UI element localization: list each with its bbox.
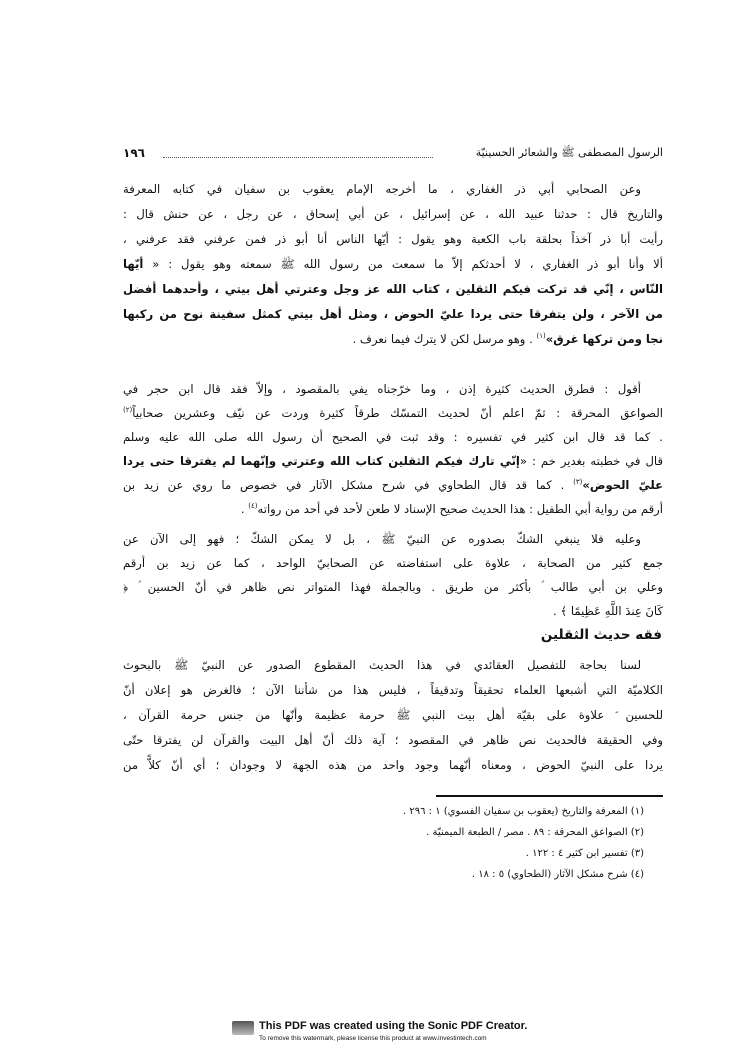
running-header — [123, 146, 663, 164]
text-line — [123, 602, 663, 620]
page-number: ١٩٦ — [123, 146, 145, 160]
text-line — [123, 404, 663, 422]
body-text-segment: وعليه فلا ينبغي الشكّ بصدوره عن النبيّ ﷺ ، بل لا يمكن الشكّ ؛ فهو إلى الآن عن — [123, 532, 641, 546]
header-dot-leader — [163, 157, 433, 158]
text-line — [123, 578, 663, 596]
body-text-segment: . — [240, 502, 249, 516]
body-text-segment: والتاريخ قال : حدثنا عبيد الله ، عن إسرائيل ، عن أبي إسحاق ، عن رجل ، عن حنش قال : — [123, 207, 663, 221]
body-text-segment: . كما قد قال ابن كثير في تفسيره : وقد ثبت في الصحيح أن رسول الله صلى الله عليه وسلم — [123, 430, 663, 444]
body-text-segment: قال في خطبته بغدير خم : « — [519, 454, 663, 468]
body-text-segment: الصواعق المحرقة : ثمّ اعلم أنّ لحديث التمسّك طرقاً كثيرة وردت عن نيّف وعشرين صحابياً — [132, 406, 663, 420]
text-line — [123, 380, 663, 398]
text-line — [123, 731, 663, 749]
text-line — [123, 428, 663, 446]
footnote-4: (٤) شرح مشكل الآثار (الطحاوي) ٥ : ١٨ . — [471, 869, 644, 880]
text-line — [123, 706, 663, 724]
hadith-quote-text: النّاس ، إنّي قد تركت فيكم الثقلين ، كتاب الله عز وجل وعترتي أهل بيتي ، وأحدهما أفضل — [123, 282, 663, 296]
section-heading: فقه حديث الثقلين — [540, 627, 662, 643]
body-text-segment: ألا وأنا أبو ذر الغفاري ، لا أحدثكم إلاّ ما سمعت من رسول الله ﷺ سمعته وهو يقول : « — [143, 257, 663, 271]
body-text-segment: وعلي بن أبي طالب ؑ بأكثر من طريق . وبالجملة فهذا المتواتر نص ظاهر في أنّ الحسين ؑ ﴿ — [123, 580, 663, 594]
body-text-segment: يردا على النبيّ الحوض ، ومعناه أنّهما وجود واحد من هذه الجهة لا وجودان ؛ أي أنّ كلاًّ من — [123, 758, 663, 772]
hadith-quote-text: أيّها — [123, 257, 144, 271]
watermark-line-1: This PDF was created using the Sonic PDF Creator. — [259, 1020, 528, 1032]
text-line — [123, 305, 663, 323]
footnote-3: (٣) تفسير ابن كثير ٤ : ١٢٢ . — [525, 848, 644, 859]
text-line — [123, 452, 663, 470]
hadith-quote-text: إنّي تارك فيكم الثقلين كتاب الله وعترتي وإنّهما لم يفترقا حتى يردا — [123, 454, 520, 468]
text-line — [123, 476, 663, 494]
watermark-line-2: To remove this watermark, please license this product at www.investintech.com — [259, 1035, 487, 1042]
text-line — [123, 330, 663, 348]
text-line — [123, 230, 663, 248]
text-line — [123, 656, 663, 674]
hadith-quote-text: عليّ الحوض» — [582, 478, 663, 492]
text-line — [123, 180, 663, 198]
footnote-reference[interactable]: (١) — [536, 332, 546, 341]
running-title: الرسول المصطفى ﷺ والشعائر الحسينيّة — [475, 146, 663, 159]
body-text-segment: جمع كثير من الصحابة ، علاوة على استفاضته عن الصحابيّ الواحد ، كما عن زيد بن أرقم — [123, 556, 663, 570]
hadith-quote-text: نجا ومن تركها غرق» — [545, 332, 663, 346]
body-text-segment: الكلاميّة التي أشبعها العلماء تحقيقاً وتدقيقاً ، فليس هذا من شأننا الآن ؛ فالغرض هو إعلان أنّ — [123, 683, 663, 697]
text-line — [123, 255, 663, 273]
text-line — [123, 280, 663, 298]
body-text-segment: أقول : فطرق الحديث كثيرة إذن ، وما خرّجناه يفي بالمقصود ، وإلاّ فقد قال ابن حجر في — [123, 382, 641, 396]
text-line — [123, 530, 663, 548]
body-text-segment: للحسين ؑ علاوة على بقيّة أهل بيت النبي ﷺ حرمة عظيمة وأنّها من جنس حرمة القرآن ، — [123, 708, 663, 722]
body-text-segment: لسنا بحاجة للتفصيل العقائدي في هذا الحديث المقطوع الصدور عن النبيّ ﷺ بالبحوث — [123, 658, 641, 672]
text-line — [123, 500, 663, 518]
footnote-reference[interactable]: (٤) — [248, 502, 258, 511]
body-text-segment: . كما قد قال الطحاوي في شرح مشكل الآثار في خصوص ما روي عن زيد بن — [123, 478, 574, 492]
body-text-segment: . وهو مرسل لكن لا يترك فيما نعرف . — [352, 332, 537, 346]
text-line — [123, 205, 663, 223]
text-line — [123, 554, 663, 572]
body-text-segment: رأيت أبا ذر آخذاً بحلقة باب الكعبة وهو يقول : أيّها الناس أنا أبو ذر فمن عرفني فقد عرفني ، — [123, 232, 663, 246]
text-line — [123, 756, 663, 774]
body-text-segment: وفي الحقيقة فالحديث نص ظاهر في المقصود ؛ آية ذلك أنّ أهل البيت والقرآن لن يفترقا حتّى — [123, 733, 663, 747]
footnote-1: (١) المعرفة والتاريخ (يعقوب بن سفيان الفسوي) ١ : ٢٩٦ . — [403, 806, 644, 817]
footnote-reference[interactable]: (٣) — [573, 478, 583, 487]
hadith-quote-text: من الآخر ، ولن يتفرقا حتى يردا عليّ الحوض ، ومثل أهل بيتي كمثل سفينة نوح من ركبها — [123, 307, 663, 321]
sonic-pdf-logo-icon — [232, 1021, 254, 1035]
footnote-2: (٢) الصواعق المحرقة : ٨٩ . مصر / الطبعة الميمنيّة . — [426, 827, 644, 838]
footnote-separator — [436, 795, 663, 797]
body-text-segment: كَانَ عِندَ اللَّهِ عَظِيمًا ﴾ . — [553, 604, 663, 618]
body-text-segment: أرقم من رواية أبي الطفيل : هذا الحديث صحيح الإسناد لا طعن لأحد في أحد من رواته — [257, 502, 663, 516]
footnote-reference[interactable]: (٢) — [123, 406, 133, 415]
body-text-segment: وعن الصحابي أبي ذر الغفاري ، ما أخرجه الإمام يعقوب بن سفيان في كتابه المعرفة — [123, 182, 641, 196]
text-line — [123, 681, 663, 699]
